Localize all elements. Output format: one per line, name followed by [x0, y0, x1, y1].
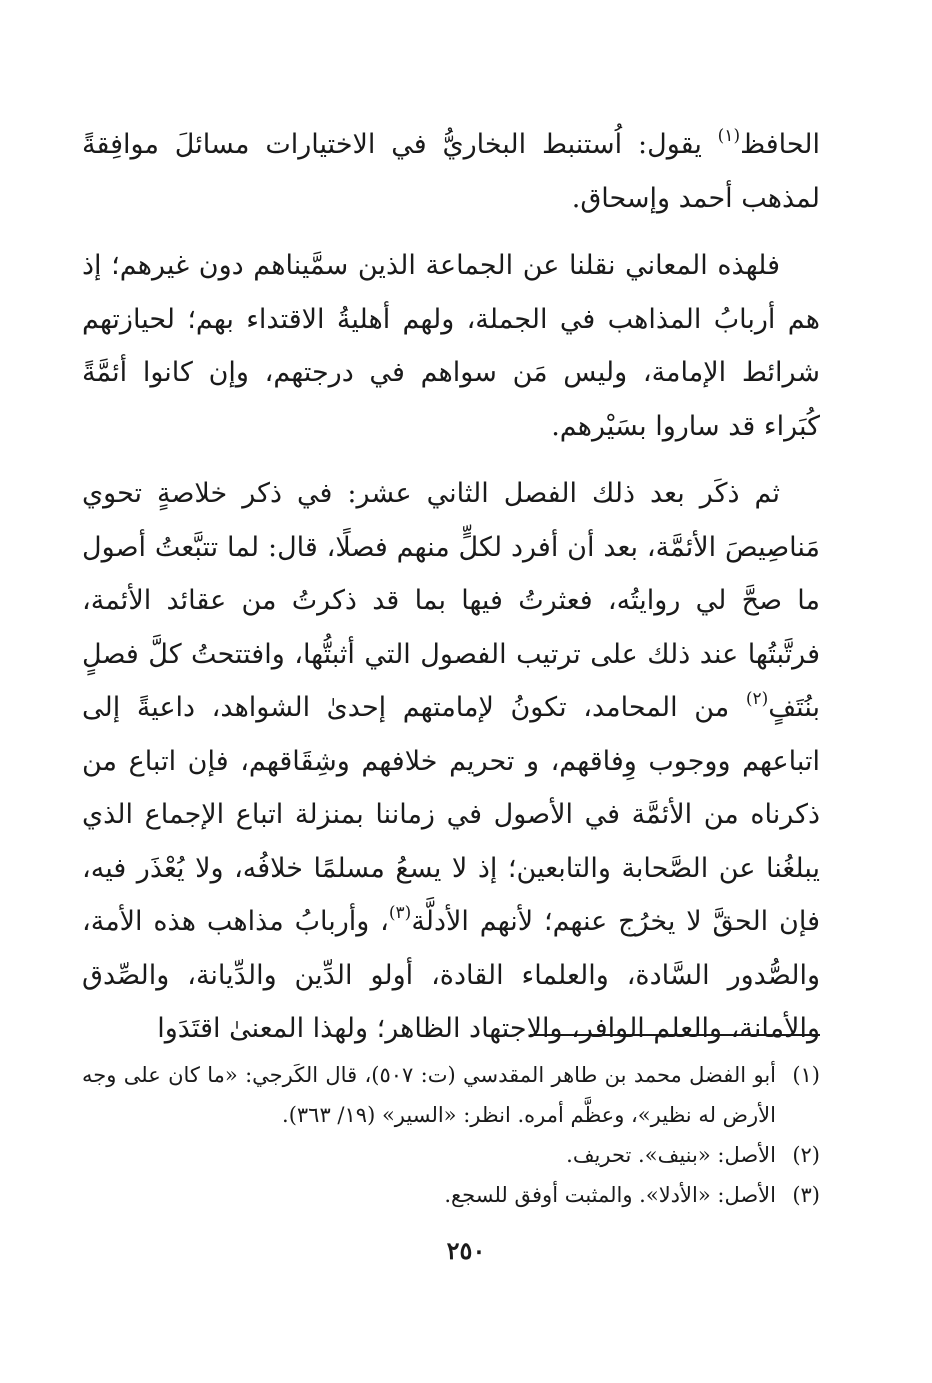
footnote-1 — [82, 1055, 820, 1135]
footnote-ref-1: (١) — [717, 126, 741, 146]
paragraph-1-part-1: الحافظ — [740, 129, 820, 160]
footnote-ref-2: (٢) — [745, 689, 769, 709]
paragraph-3 — [82, 467, 820, 1056]
footnotes — [82, 1055, 820, 1215]
paragraph-1-part-2: يقول: اُستنبط البخاريُّ في الاختيارات مسائلَ موافِقةً لمذهب أحمد وإسحاق. — [82, 129, 820, 214]
footnote-separator — [530, 1034, 820, 1036]
footnote-ref-3: (٣) — [388, 903, 412, 923]
footnote-2-text: الأصل: «بنيف». تحريف. — [566, 1143, 776, 1167]
footnote-2 — [82, 1135, 820, 1175]
footnote-1-number: (١) — [792, 1063, 820, 1087]
paragraph-2 — [82, 239, 820, 453]
footnote-2-number: (٢) — [792, 1143, 820, 1167]
paragraph-1 — [82, 118, 820, 225]
page-number: ٢٥٠ — [446, 1236, 486, 1265]
footnote-3 — [82, 1175, 820, 1215]
footnote-3-text: الأصل: «الأدلا». والمثبت أوفق للسجع. — [444, 1183, 776, 1207]
paragraph-3-part-1: ثم ذكَر بعد ذلك الفصل الثاني عشر: في ذكر خلاصةٍ تحوي مَناصِيصَ الأئمَّة، بعد أن أفرد لكلٍّ منهم فصلًا، قال: لما تتبَّعتُ أصول ما صحَّ لي روايتُه، فعثرتُ فيها بما قد ذكرتُ من عقائد الأئمة، فرتَّبتُها عند ذلك على ترتيب الفصول التي أثبتُّها، وافتتحتُ كلَّ فصلٍ بنُتَفٍ — [82, 478, 820, 723]
main-text — [82, 118, 820, 1070]
paragraph-3-part-3: ، وأربابُ مذاهب هذه الأمة، والصُّدور السَّادة، والعلماء القادة، أولو الدِّين والدِّيانة، والصِّدق والأمانة، والعلم الوافر، والاجتهاد الظاهر؛ ولهذا المعنىٰ اقتَدَوا — [82, 906, 820, 1044]
paragraph-3-part-2: من المحامد، تكونُ لإمامتهم إحدىٰ الشواهد، داعيةً إلى اتباعهم ووجوب وِفاقهم، و تحريم خلافهم وشِقَاقهم، فإن اتباع من ذكرناه من الأئمَّة في الأصول في زماننا بمنزلة اتباع الإجماع الذي يبلغُنا عن الصَّحابة والتابعين؛ إذ لا يسعُ مسلمًا خلافُه، ولا يُعْذَر فيه، فإن الحقَّ لا يخرُج عنهم؛ لأنهم الأدلَّة — [82, 692, 820, 937]
footnote-3-number: (٣) — [792, 1183, 820, 1207]
footnote-1-text: أبو الفضل محمد بن طاهر المقدسي (ت: ٥٠٧)، قال الكَرجي: «ما كان على وجه الأرض له نظير»، وعظَّم أمره. انظر: «السير» (١٩/ ٣٦٣). — [82, 1063, 776, 1127]
paragraph-2-text: فلهذه المعاني نقلنا عن الجماعة الذين سمَّيناهم دون غيرهم؛ إذ هم أربابُ المذاهب في الجملة، ولهم أهليةُ الاقتداء بهم؛ لحيازتهم شرائط الإمامة، وليس مَن سواهم في درجتهم، وإن كانوا أئمَّةً كُبَراء قد ساروا بسَيْرهم. — [82, 250, 820, 442]
